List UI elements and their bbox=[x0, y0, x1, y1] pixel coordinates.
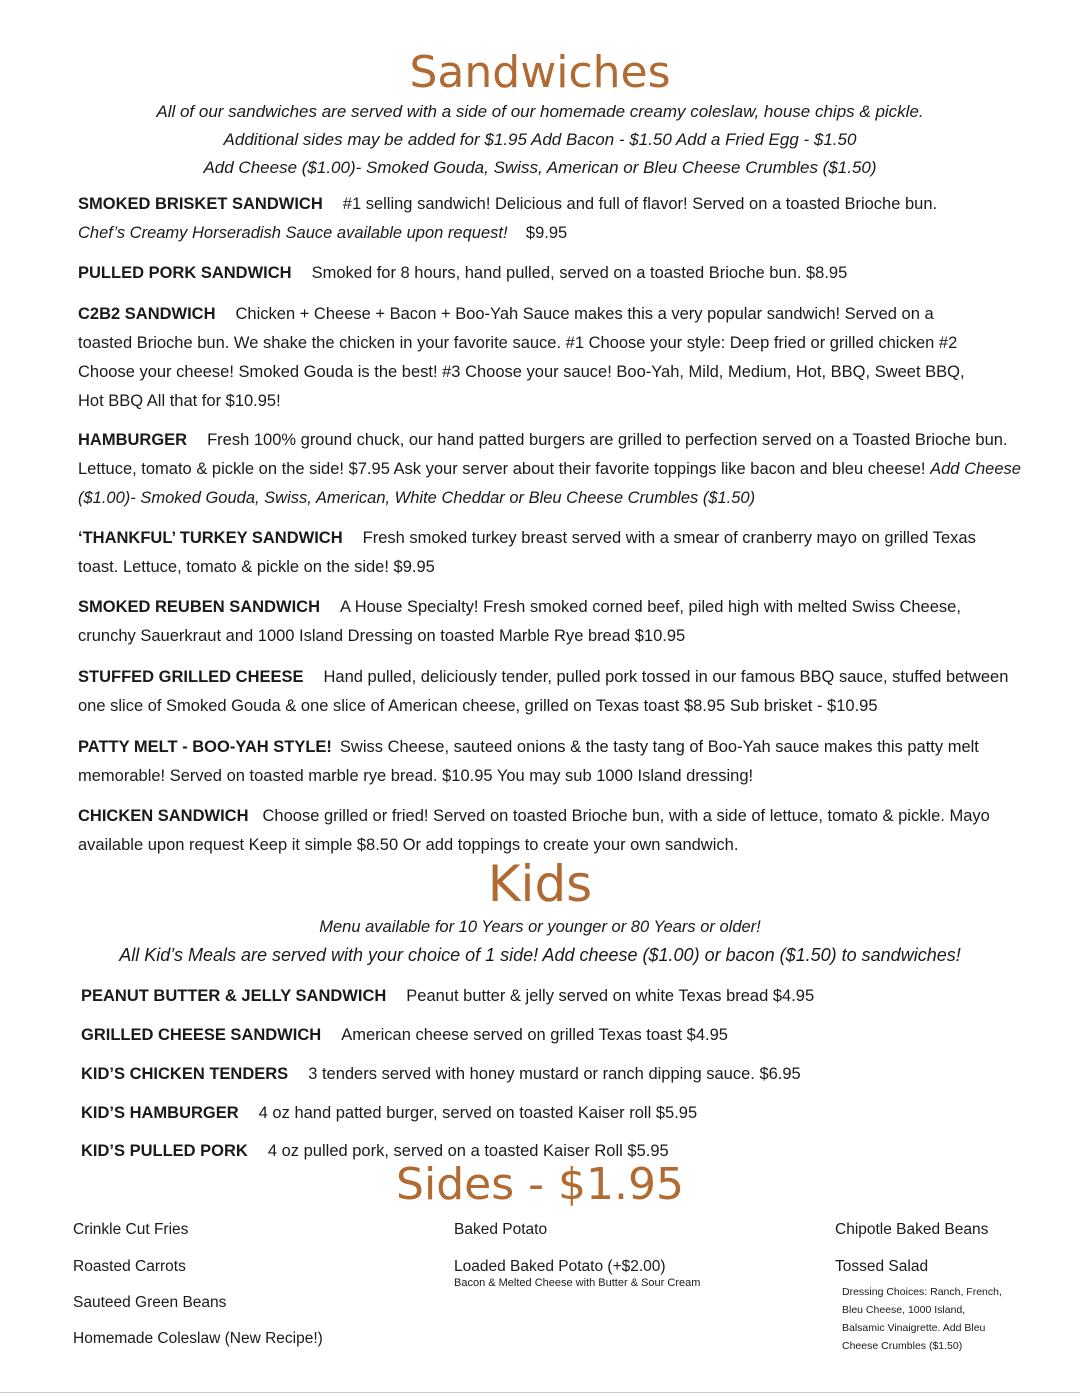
item-name: HAMBURGER bbox=[78, 431, 188, 449]
item-desc: Swiss Cheese, sauteed onions & the tasty tang of Boo-Yah sauce makes this patty melt memorable! Served on toasted marble rye bread. $10.95 You may sub 1000 Island dressing! bbox=[78, 738, 979, 785]
dressing-choices bbox=[842, 1283, 1032, 1355]
item-name: KID’S PULLED PORK bbox=[81, 1142, 248, 1160]
item-desc: 4 oz pulled pork, served on a toasted Kaiser Roll $5.95 bbox=[267, 1142, 669, 1160]
kids-item-hamburger bbox=[81, 1101, 1041, 1125]
side-item: Baked Potato bbox=[454, 1221, 548, 1238]
menu-item-stuffed-grilled-cheese bbox=[78, 663, 1028, 721]
menu-item-c2b2 bbox=[78, 300, 978, 416]
item-name: C2B2 SANDWICH bbox=[78, 305, 216, 323]
item-desc: Smoked for 8 hours, hand pulled, served on a toasted Brioche bun. $8.95 bbox=[311, 264, 848, 282]
kids-item-pbj bbox=[81, 984, 1041, 1008]
item-name: KID’S CHICKEN TENDERS bbox=[81, 1065, 289, 1083]
item-name: CHICKEN SANDWICH bbox=[78, 807, 249, 825]
side-item: Roasted Carrots bbox=[73, 1258, 186, 1275]
item-italic-note: Add Cheese ($1.00)- Smoked Gouda, Swiss, American, White Cheddar or Bleu Cheese Crumbles ($1.50) bbox=[78, 460, 1021, 507]
item-desc: 3 tenders served with honey mustard or ranch dipping sauce. $6.95 bbox=[308, 1065, 801, 1083]
side-item: Chipotle Baked Beans bbox=[835, 1221, 989, 1238]
kids-note-2: All Kid’s Meals are served with your choice of 1 side! Add cheese ($1.00) or bacon ($1.50) to sandwiches! bbox=[119, 945, 961, 965]
kids-item-chicken-tenders bbox=[81, 1062, 1041, 1086]
sandwiches-note-3: Add Cheese ($1.00)- Smoked Gouda, Swiss, American or Bleu Cheese Crumbles ($1.50) bbox=[203, 158, 877, 177]
sandwiches-note-2: Additional sides may be added for $1.95 Add Bacon - $1.50 Add a Fried Egg - $1.50 bbox=[223, 130, 857, 149]
item-desc: Hand pulled, deliciously tender, pulled pork tossed in our famous BBQ sauce, stuffed between one slice of Smoked Gouda & one slice of American cheese, grilled on Texas toast $8.95 Sub brisket - $10.95 bbox=[78, 668, 1009, 715]
item-name: PEANUT BUTTER & JELLY SANDWICH bbox=[81, 987, 387, 1005]
item-desc: Chicken + Cheese + Bacon + Boo-Yah Sauce makes this a very popular sandwich! Served on a toasted Brioche bun. We shake the chicken in your favorite sauce. #1 Choose your style: Deep fried or grilled chicken #2 Choose your cheese! Smoked Gouda is the best! #3 Choose your sauce! Boo-Yah, Mild, Medium, Hot, BBQ, Sweet BBQ, Hot BBQ All that for $10.95! bbox=[78, 305, 965, 410]
item-desc: Fresh 100% ground chuck, our hand patted burgers are grilled to perfection served on a Toasted Brioche bun. Lettuce, tomato & pickle on the side! $7.95 Ask your server about their favorite toppings like bacon and bleu cheese! bbox=[78, 431, 1008, 478]
item-desc: #1 selling sandwich! Delicious and full of flavor! Served on a toasted Brioche bun. bbox=[342, 195, 938, 213]
menu-item-reuben bbox=[78, 593, 988, 651]
item-price: $9.95 bbox=[525, 224, 568, 242]
item-desc: American cheese served on grilled Texas toast $4.95 bbox=[341, 1026, 728, 1044]
item-desc: Fresh smoked turkey breast served with a smear of cranberry mayo on grilled Texas toast. Lettuce, tomato & pickle on the side! $9.95 bbox=[78, 529, 976, 576]
menu-item-patty-melt bbox=[78, 733, 1013, 791]
item-name: PATTY MELT - BOO-YAH STYLE! bbox=[78, 738, 332, 756]
item-name: STUFFED GRILLED CHEESE bbox=[78, 668, 304, 686]
side-item: Sauteed Green Beans bbox=[73, 1294, 227, 1311]
menu-item-smoked-brisket bbox=[78, 190, 1038, 248]
side-item: Tossed Salad bbox=[835, 1258, 929, 1275]
item-desc: A House Specialty! Fresh smoked corned beef, piled high with melted Swiss Cheese, crunchy Sauerkraut and 1000 Island Dressing on toasted Marble Rye bread $10.95 bbox=[78, 598, 961, 645]
item-name: KID’S HAMBURGER bbox=[81, 1104, 239, 1122]
item-name: PULLED PORK SANDWICH bbox=[78, 264, 292, 282]
kids-item-grilled-cheese bbox=[81, 1023, 1041, 1047]
item-name: SMOKED BRISKET SANDWICH bbox=[78, 195, 323, 213]
dressing-line: Dressing Choices: Ranch, French, bbox=[842, 1286, 1002, 1298]
menu-item-pulled-pork bbox=[78, 259, 1038, 288]
item-name: SMOKED REUBEN SANDWICH bbox=[78, 598, 321, 616]
item-desc: Peanut butter & jelly served on white Texas bread $4.95 bbox=[406, 987, 815, 1005]
dressing-line: Balsamic Vinaigrette. Add Bleu bbox=[842, 1322, 986, 1334]
kids-heading: Kids bbox=[487, 855, 593, 913]
side-item: Loaded Baked Potato (+$2.00) bbox=[454, 1258, 666, 1275]
item-italic-note: Chef’s Creamy Horseradish Sauce available upon request! bbox=[78, 224, 508, 242]
dressing-line: Bleu Cheese, 1000 Island, bbox=[842, 1304, 966, 1316]
item-name: GRILLED CHEESE SANDWICH bbox=[81, 1026, 322, 1044]
menu-item-hamburger bbox=[78, 426, 1028, 513]
kids-note-1: Menu available for 10 Years or younger or 80 Years or older! bbox=[319, 918, 761, 936]
side-item: Homemade Coleslaw (New Recipe!) bbox=[73, 1330, 323, 1347]
side-item: Crinkle Cut Fries bbox=[73, 1221, 189, 1238]
item-desc: 4 oz hand patted burger, served on toasted Kaiser roll $5.95 bbox=[258, 1104, 698, 1122]
item-desc: Choose grilled or fried! Served on toasted Brioche bun, with a side of lettuce, tomato & pickle. Mayo available upon request Keep it simple $8.50 Or add toppings to create your own sandwich. bbox=[78, 807, 990, 854]
dressing-line: Cheese Crumbles ($1.50) bbox=[842, 1340, 963, 1352]
page-divider bbox=[0, 1392, 1080, 1393]
menu-item-turkey bbox=[78, 524, 1008, 582]
side-item-note: Bacon & Melted Cheese with Butter & Sour Cream bbox=[454, 1277, 701, 1289]
sides-heading: Sides - $1.95 bbox=[396, 1159, 684, 1210]
sandwiches-note-1: All of our sandwiches are served with a side of our homemade creamy coleslaw, house chips & pickle. bbox=[156, 102, 924, 121]
item-name: ‘THANKFUL’ TURKEY SANDWICH bbox=[78, 529, 343, 547]
sandwiches-heading: Sandwiches bbox=[409, 47, 671, 98]
